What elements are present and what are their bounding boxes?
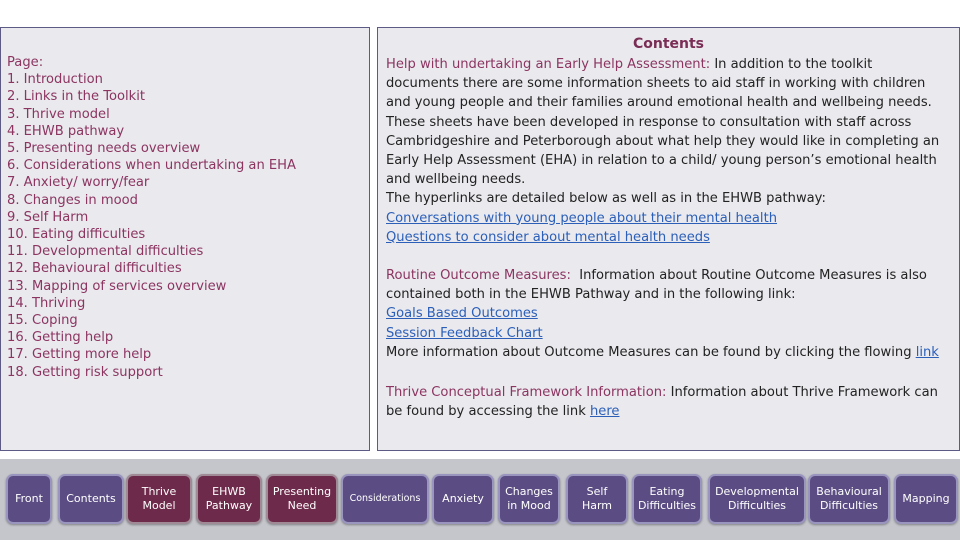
page-item-considerations[interactable]: 6. Considerations when undertaking an EHA (7, 158, 296, 174)
page-list-heading: Page: (7, 55, 44, 70)
page-item-behavioural[interactable]: 12. Behavioural difficulties (7, 261, 182, 277)
outcome-measures-link[interactable]: link (915, 344, 939, 360)
nav-mapping-button[interactable]: Mapping (894, 474, 958, 524)
page-item-getting-help[interactable]: 16. Getting help (7, 330, 114, 346)
contents-panel (377, 27, 960, 451)
page-item-links[interactable]: 2. Links in the Toolkit (7, 89, 145, 105)
thrive-heading: Thrive Conceptual Framework Information: (386, 385, 667, 400)
page-item-eating[interactable]: 10. Eating difficulties (7, 227, 146, 243)
nav-anxiety-button[interactable]: Anxiety (432, 474, 494, 524)
thrive-here-link[interactable]: here (589, 404, 620, 420)
rom-section: Routine Outcome Measures: Information about Routine Outcome Measures is also contained both in the EHWB Pathway and in the following link: Goals Based Outcomes Session Feedback Chart More information about Outcome Measures can be found by clicking the flowing link (386, 268, 939, 360)
page-item-getting-risk-support[interactable]: 18. Getting risk support (7, 364, 163, 380)
nav-thrive-model-button[interactable]: Thrive Model (126, 474, 192, 524)
questions-link[interactable]: Questions to consider about mental health needs (386, 229, 710, 245)
page-item-introduction[interactable]: 1. Introduction (7, 72, 103, 88)
page-item-anxiety[interactable]: 7. Anxiety/ worry/fear (7, 175, 150, 191)
page-item-ehwb-pathway[interactable]: 4. EHWB pathway (7, 123, 125, 139)
nav-considerations-button[interactable]: Considerations (341, 474, 429, 524)
page-item-mapping[interactable]: 13. Mapping of services overview (7, 278, 227, 294)
nav-behavioural-difficulties-button[interactable]: Behavioural Difficulties (808, 474, 890, 524)
contents-title: Contents (632, 36, 705, 52)
navigation-bar (0, 459, 960, 540)
nav-front-button[interactable]: Front (6, 474, 52, 524)
page-item-presenting-needs[interactable]: 5. Presenting needs overview (7, 141, 201, 157)
page-item-self-harm[interactable]: 9. Self Harm (7, 209, 89, 225)
goals-based-outcomes-link[interactable]: Goals Based Outcomes (386, 306, 538, 322)
page-item-developmental[interactable]: 11. Developmental difficulties (7, 244, 204, 260)
nav-ehwb-pathway-button[interactable]: EHWB Pathway (196, 474, 262, 524)
eha-heading: Help with undertaking an Early Help Assessment: (386, 57, 711, 72)
session-feedback-chart-link[interactable]: Session Feedback Chart (386, 325, 543, 341)
nav-contents-button[interactable]: Contents (58, 474, 124, 524)
page-list (7, 54, 296, 381)
page-item-thriving[interactable]: 14. Thriving (7, 295, 86, 311)
eha-section: Help with undertaking an Early Help Assessment: In addition to the toolkit documents there are some information sheets to aid staff in working with children and young people and their families around emotional health and wellbeing needs. These sheets have been developed in response to consultation with staff across Cambridgeshire and Peterborough about what help they would like in completing an Early Help Assessment (EHA) in relation to a child/ young person’s emotional health and wellbeing needs. The hyperlinks are detailed below as well as in the EHWB pathway: Conversations with young people about their mental health Questions to consider about mental health needs (386, 57, 940, 245)
thrive-section: Thrive Conceptual Framework Information: Information about Thrive Framework can be found by accessing the link here (386, 385, 938, 420)
page-item-getting-more-help[interactable]: 17. Getting more help (7, 347, 152, 363)
nav-presenting-need-button[interactable]: Presenting Need (266, 474, 338, 524)
nav-eating-difficulties-button[interactable]: Eating Difficulties (632, 474, 702, 524)
page-item-thrive-model[interactable]: 3. Thrive model (7, 106, 110, 122)
nav-self-harm-button[interactable]: Self Harm (566, 474, 628, 524)
conversations-link[interactable]: Conversations with young people about their mental health (386, 210, 777, 226)
nav-developmental-difficulties-button[interactable]: Developmental Difficulties (708, 474, 806, 524)
page-item-coping[interactable]: 15. Coping (7, 313, 78, 329)
page-list-panel (0, 27, 370, 451)
nav-changes-in-mood-button[interactable]: Changes in Mood (498, 474, 560, 524)
page-item-changes-in-mood[interactable]: 8. Changes in mood (7, 192, 138, 208)
rom-heading: Routine Outcome Measures: (386, 268, 571, 283)
